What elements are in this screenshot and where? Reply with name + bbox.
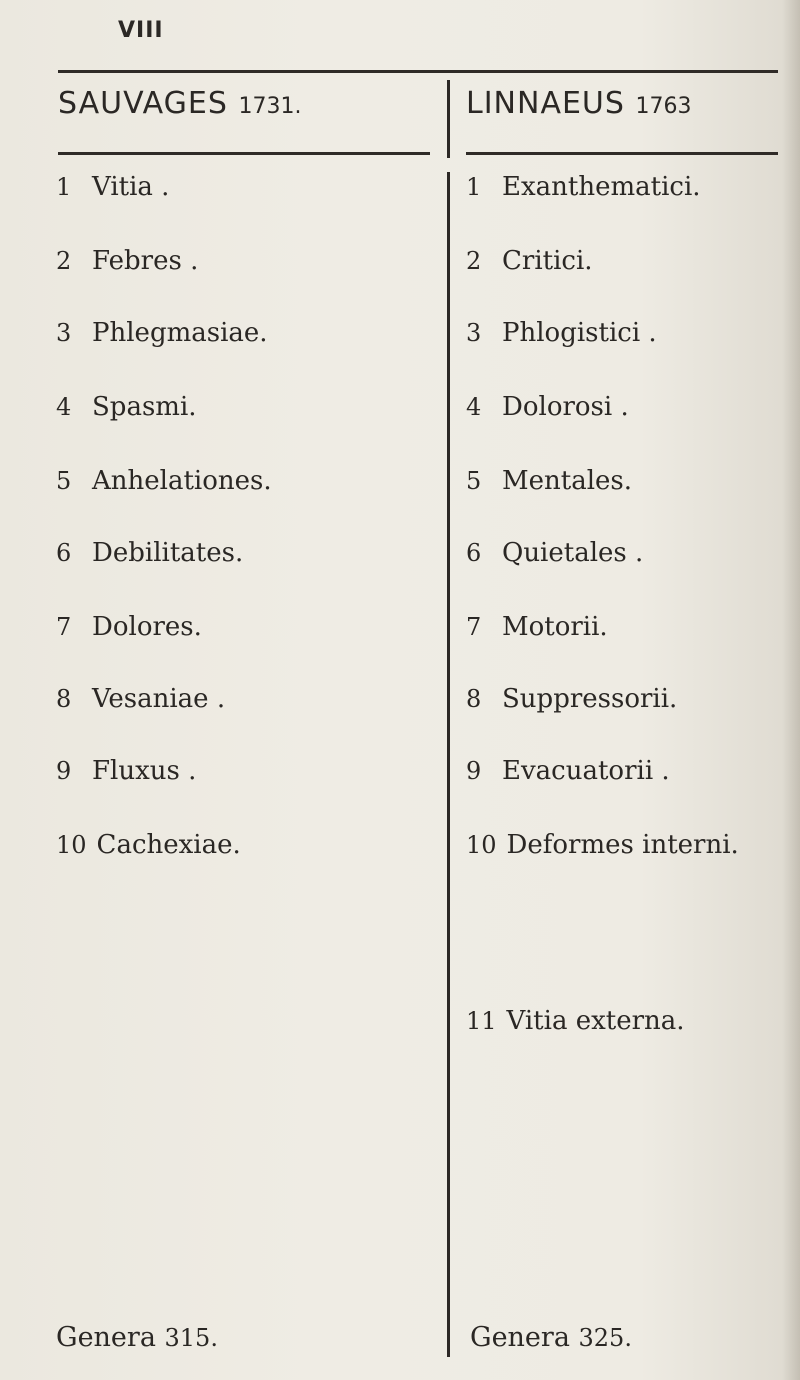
left-author: SAUVAGES	[58, 86, 228, 121]
class-name: Motorii.	[502, 612, 608, 642]
list-item	[56, 756, 196, 786]
class-name: Phlogistici .	[502, 318, 657, 348]
list-item	[56, 612, 202, 642]
class-number: 7	[466, 613, 482, 641]
class-name: Deformes interni.	[506, 830, 739, 860]
class-number: 9	[56, 757, 72, 785]
class-number: 5	[466, 467, 482, 495]
genera-label: Genera	[56, 1322, 156, 1353]
left-column-header	[58, 86, 301, 121]
list-item	[56, 246, 198, 276]
class-name: Anhelationes.	[92, 466, 272, 496]
list-item	[466, 392, 629, 422]
right-author: LINNAEUS	[466, 86, 625, 121]
class-name: Febres .	[92, 246, 199, 276]
list-item	[56, 318, 268, 348]
list-item	[466, 466, 632, 496]
class-name: Vitia .	[92, 172, 170, 202]
class-name: Vesaniae .	[92, 684, 226, 714]
class-number: 3	[56, 319, 72, 347]
class-name: Dolores.	[92, 612, 202, 642]
class-number: 9	[466, 757, 482, 785]
list-item	[466, 612, 608, 642]
class-number: 11	[466, 1007, 497, 1035]
class-number: 2	[56, 247, 72, 275]
list-item	[56, 538, 243, 568]
class-name: Quietales .	[502, 538, 644, 568]
list-item	[56, 830, 241, 860]
right-genera-total	[470, 1322, 632, 1353]
left-header-rule	[58, 152, 430, 155]
genera-label: Genera	[470, 1322, 570, 1353]
left-genera-total	[56, 1322, 218, 1353]
class-name: Evacuatorii .	[502, 756, 670, 786]
list-item	[466, 684, 677, 714]
class-name: Mentales.	[502, 466, 633, 496]
list-item	[466, 246, 593, 276]
list-item	[466, 172, 701, 202]
class-number: 7	[56, 613, 72, 641]
class-name: Suppressorii.	[502, 684, 678, 714]
class-number: 2	[466, 247, 482, 275]
genera-count: 325.	[578, 1324, 632, 1352]
class-name: Critici.	[502, 246, 593, 276]
list-item	[56, 392, 197, 422]
list-item	[466, 830, 739, 860]
class-name: Debilitates.	[92, 538, 244, 568]
class-name: Phlegmasiae.	[92, 318, 268, 348]
class-name: Exanthematici.	[502, 172, 701, 202]
class-number: 8	[466, 685, 482, 713]
class-number: 3	[466, 319, 482, 347]
class-number: 10	[56, 831, 87, 859]
genera-count: 315.	[164, 1324, 218, 1352]
right-header-rule	[466, 152, 778, 155]
column-divider	[447, 172, 450, 1357]
class-number: 1	[56, 173, 72, 201]
list-item	[56, 684, 225, 714]
list-item	[466, 318, 657, 348]
page-number: VIII	[118, 18, 164, 43]
right-year: 1763	[635, 94, 692, 119]
list-item	[466, 538, 643, 568]
top-rule	[58, 70, 778, 73]
right-column-header	[466, 86, 691, 121]
page-edge-shadow	[782, 0, 800, 1380]
class-number: 4	[56, 393, 72, 421]
class-number: 8	[56, 685, 72, 713]
class-number: 6	[56, 539, 72, 567]
class-number: 10	[466, 831, 497, 859]
header-divider	[447, 80, 450, 158]
class-number: 5	[56, 467, 72, 495]
class-name: Fluxus .	[92, 756, 197, 786]
left-year: 1731.	[238, 94, 302, 119]
list-item	[56, 466, 272, 496]
class-number: 1	[466, 173, 482, 201]
class-name: Vitia externa.	[506, 1006, 685, 1036]
class-number: 4	[466, 393, 482, 421]
list-item	[466, 1006, 685, 1036]
class-name: Cachexiae.	[96, 830, 241, 860]
list-item	[466, 756, 670, 786]
class-number: 6	[466, 539, 482, 567]
list-item	[56, 172, 169, 202]
class-name: Dolorosi .	[502, 392, 629, 422]
class-name: Spasmi.	[92, 392, 197, 422]
